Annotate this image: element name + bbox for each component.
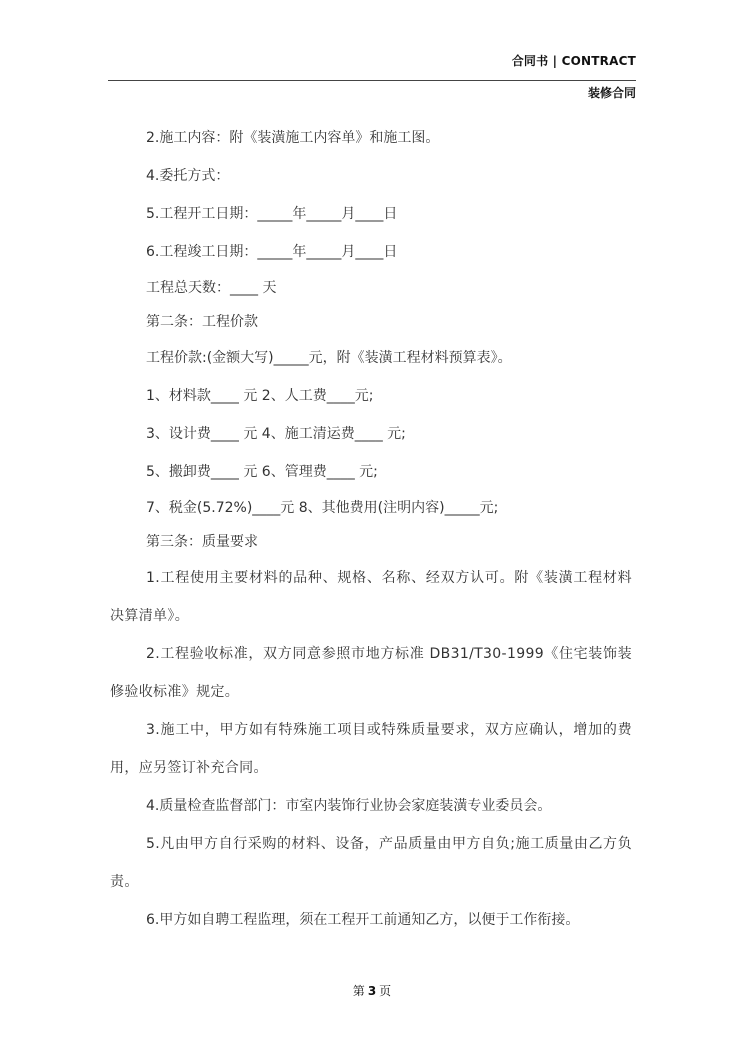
- page-header: [108, 52, 636, 104]
- quality-clause-2: 2.工程验收标准，双方同意参照市地方标准 DB31/T30-1999《住宅装饰装修验收标准》规定。: [110, 646, 632, 700]
- fee-line-materials-labor: 1、材料款____ 元 2、人工费____元;: [146, 388, 374, 404]
- section-heading-quality: 第三条：质量要求: [146, 534, 258, 550]
- page-number-suffix: 页: [379, 984, 392, 998]
- header-subtitle: 装修合同: [587, 86, 636, 100]
- fee-line-design-cleanup: 3、设计费____ 元 4、施工清运费____ 元;: [146, 426, 406, 442]
- page-number-prefix: 第: [352, 984, 365, 998]
- clause-construction-content: 2.施工内容：附《装潢施工内容单》和施工图。: [146, 130, 440, 146]
- clause-project-price: 工程价款:(金额大写)_____元，附《装潢工程材料预算表》。: [146, 350, 512, 366]
- fee-line-tax-other: 7、税金(5.72%)____元 8、其他费用(注明内容)_____元;: [146, 500, 499, 516]
- page-number: 3: [367, 984, 377, 998]
- fee-line-moving-management: 5、搬卸费____ 元 6、管理费____ 元;: [146, 464, 378, 480]
- quality-clause-3: 3.施工中，甲方如有特殊施工项目或特殊质量要求，双方应确认，增加的费用，应另签订补充合同。: [110, 722, 632, 776]
- quality-clause-1: 1.工程使用主要材料的品种、规格、名称、经双方认可。附《装潢工程材料决算清单》。: [110, 570, 632, 624]
- clause-commission-method: 4.委托方式：: [146, 168, 230, 184]
- section-heading-price: 第二条：工程价款: [146, 314, 258, 330]
- clause-total-days: 工程总天数：____ 天: [146, 280, 277, 296]
- page-footer: [0, 982, 744, 999]
- quality-clause-5: 5.凡由甲方自行采购的材料、设备，产品质量由甲方自负;施工质量由乙方负责。: [110, 836, 632, 890]
- clause-start-date: 5.工程开工日期：_____年_____月____日: [146, 206, 398, 222]
- document-body: [110, 119, 632, 939]
- quality-clause-4: 4.质量检查监督部门：市室内装饰行业协会家庭装潢专业委员会。: [146, 798, 552, 814]
- header-brand: 合同书 | CONTRACT: [511, 54, 636, 68]
- header-divider: [108, 80, 636, 81]
- clause-completion-date: 6.工程竣工日期：_____年_____月____日: [146, 244, 398, 260]
- quality-clause-6: 6.甲方如自聘工程监理，须在工程开工前通知乙方，以便于工作衔接。: [146, 912, 580, 928]
